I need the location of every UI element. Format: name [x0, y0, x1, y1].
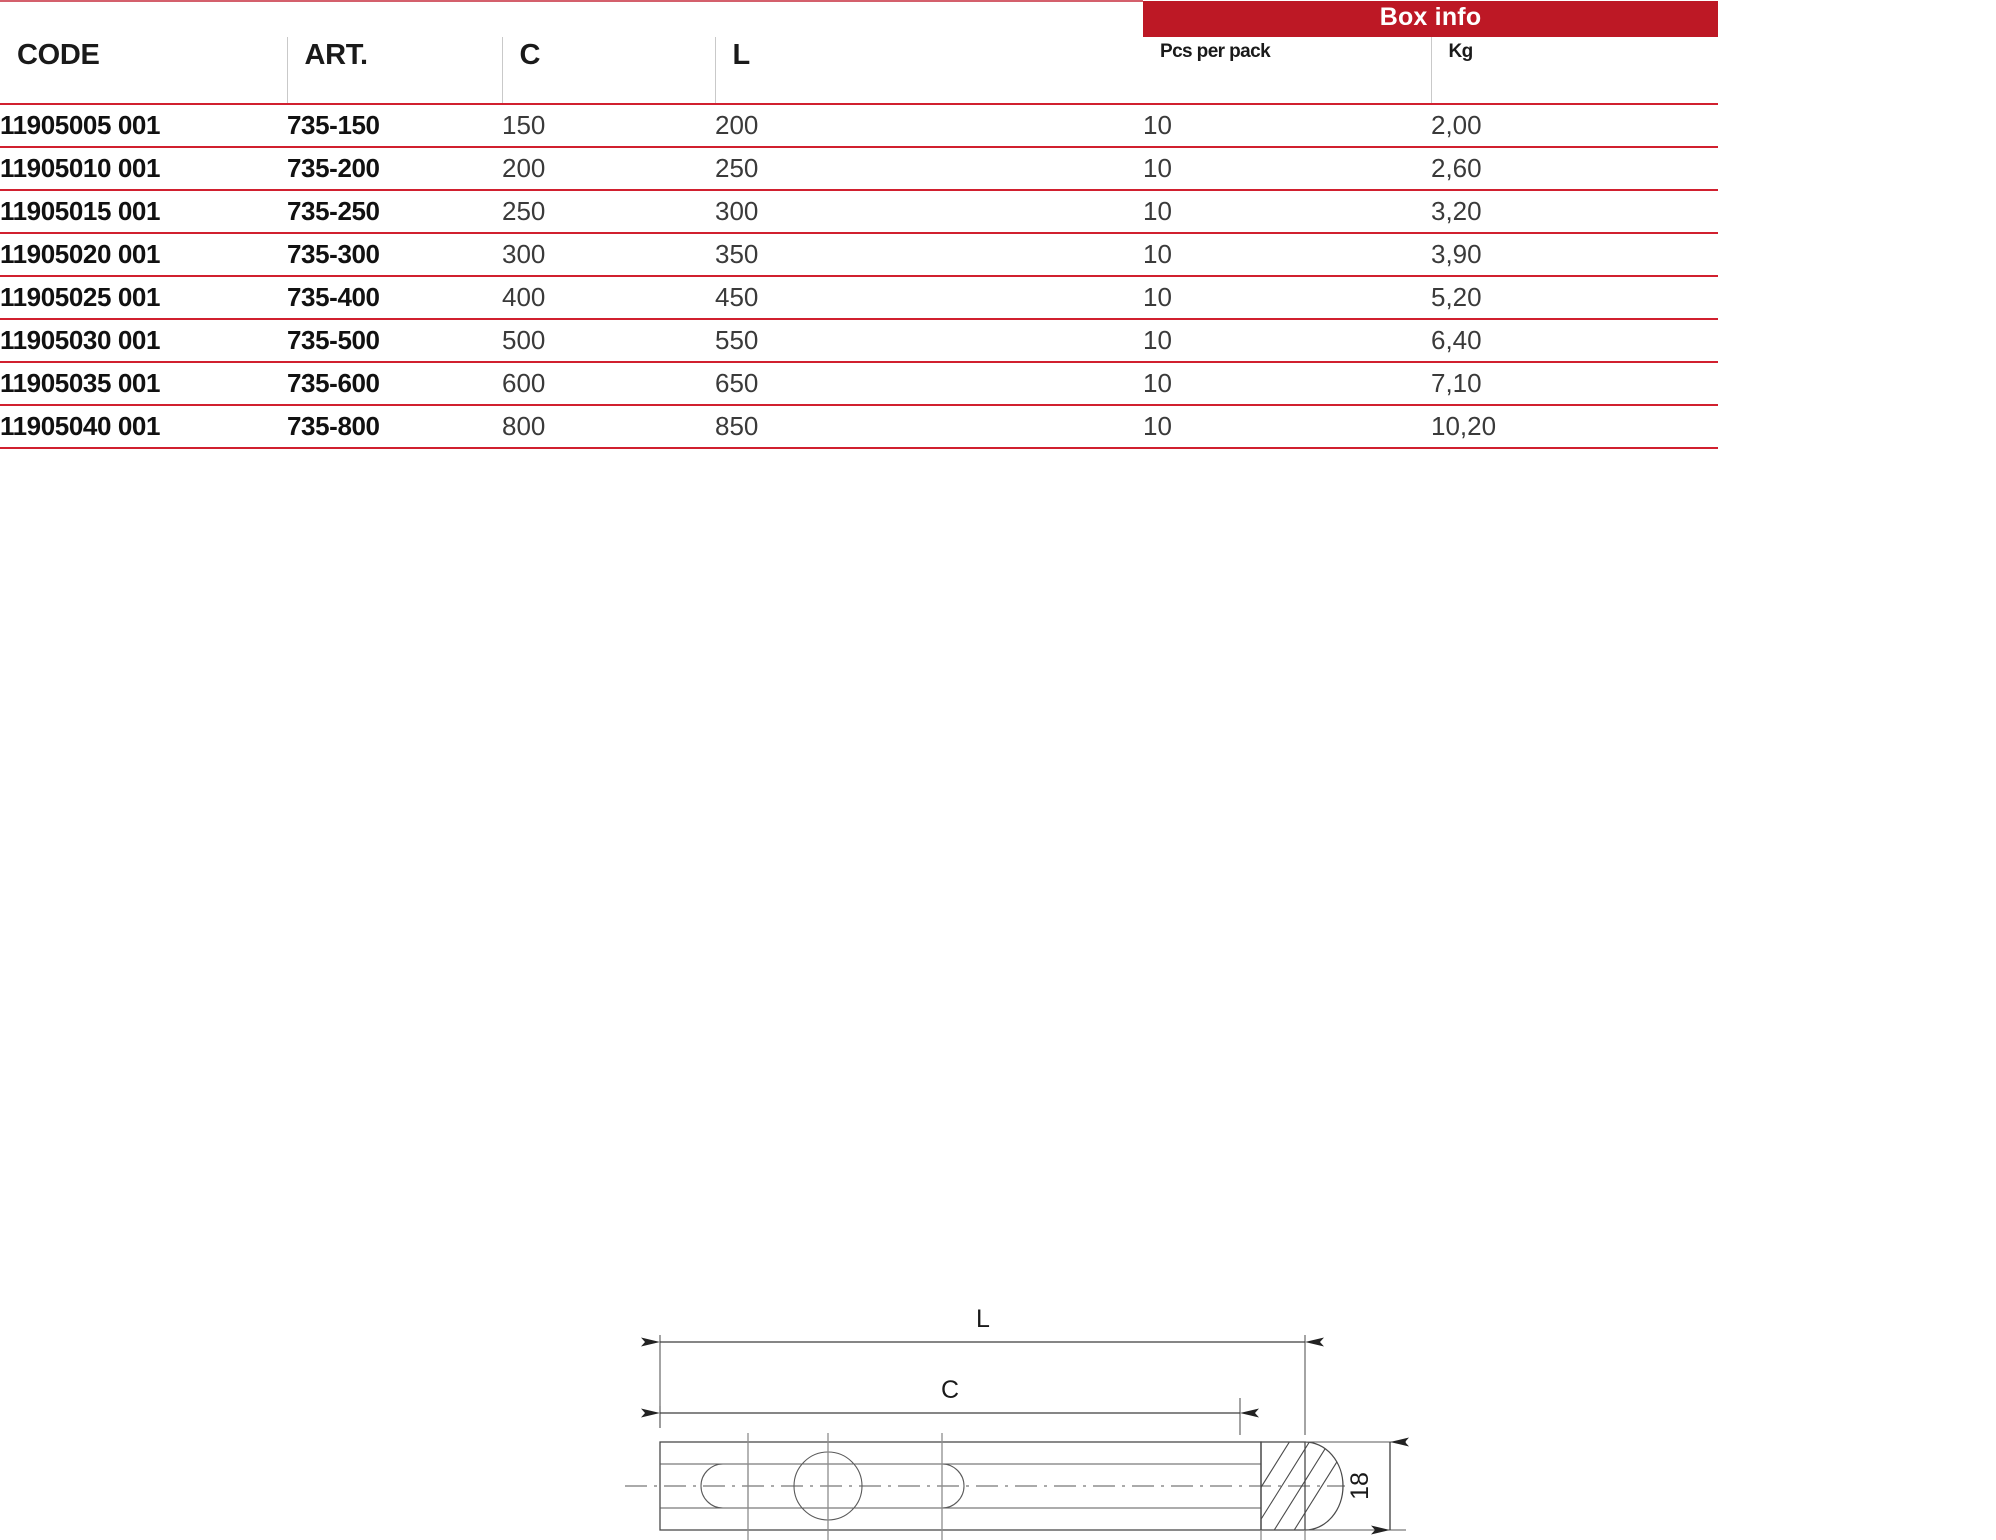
cell-code: 11905005 001 — [0, 104, 287, 147]
cell-art: 735-200 — [287, 147, 502, 190]
table-row — [0, 405, 1718, 448]
cell-l: 350 — [715, 233, 1143, 276]
cell-c: 150 — [502, 104, 715, 147]
cell-c: 600 — [502, 362, 715, 405]
cell-c: 300 — [502, 233, 715, 276]
cell-l: 300 — [715, 190, 1143, 233]
cell-l: 850 — [715, 405, 1143, 448]
cell-pcs: 10 — [1143, 190, 1431, 233]
header-cell-kg — [1431, 37, 1718, 77]
cell-c: 250 — [502, 190, 715, 233]
cell-c: 500 — [502, 319, 715, 362]
cell-pcs: 10 — [1143, 104, 1431, 147]
column-header-l: L — [732, 39, 750, 71]
cell-art: 735-150 — [287, 104, 502, 147]
table-row — [0, 319, 1718, 362]
header-cell-c — [502, 37, 715, 77]
table-row — [0, 147, 1718, 190]
cell-art: 735-500 — [287, 319, 502, 362]
cell-kg: 2,60 — [1431, 147, 1718, 190]
group-header-blank — [0, 1, 287, 37]
cell-c: 400 — [502, 276, 715, 319]
cell-art: 735-800 — [287, 405, 502, 448]
header-cell-pcs — [1143, 37, 1431, 77]
table-row — [0, 276, 1718, 319]
cell-code: 11905015 001 — [0, 190, 287, 233]
cell-pcs: 10 — [1143, 319, 1431, 362]
group-header-blank — [502, 1, 715, 37]
drawing-canvas — [0, 530, 1996, 1540]
cell-code: 11905010 001 — [0, 147, 287, 190]
cell-c: 200 — [502, 147, 715, 190]
cell-art: 735-400 — [287, 276, 502, 319]
technical-drawings — [0, 530, 1996, 1540]
column-header-pcs-per-pack: Pcs per pack — [1160, 41, 1271, 62]
bolt-side-view — [625, 1305, 1406, 1540]
cell-kg: 5,20 — [1431, 276, 1718, 319]
cell-art: 735-600 — [287, 362, 502, 405]
table-row — [0, 362, 1718, 405]
product-table — [0, 0, 1718, 449]
cell-code: 11905030 001 — [0, 319, 287, 362]
header-cell-code — [0, 37, 287, 77]
table-row — [0, 104, 1718, 147]
cell-l: 450 — [715, 276, 1143, 319]
cell-l: 650 — [715, 362, 1143, 405]
dim-label-18: 18 — [1346, 1472, 1374, 1500]
cell-pcs: 10 — [1143, 405, 1431, 448]
cell-code: 11905020 001 — [0, 233, 287, 276]
column-header-art: ART. — [304, 39, 368, 71]
specification-table — [0, 0, 1718, 498]
cell-kg: 3,20 — [1431, 190, 1718, 233]
cell-kg: 2,00 — [1431, 104, 1718, 147]
cell-art: 735-250 — [287, 190, 502, 233]
cell-code: 11905035 001 — [0, 362, 287, 405]
cell-c: 800 — [502, 405, 715, 448]
cell-pcs: 10 — [1143, 233, 1431, 276]
header-spacer-row — [0, 77, 1718, 104]
table-row — [0, 233, 1718, 276]
group-header-blank — [715, 1, 1143, 37]
table-header-row — [0, 37, 1718, 77]
table-row — [0, 190, 1718, 233]
column-header-c: C — [519, 39, 541, 71]
cell-code: 11905025 001 — [0, 276, 287, 319]
cell-kg: 3,90 — [1431, 233, 1718, 276]
column-header-kg: Kg — [1448, 41, 1473, 62]
table-bottom-rule — [0, 448, 1718, 449]
cell-art: 735-300 — [287, 233, 502, 276]
table-group-header-row — [0, 1, 1718, 37]
cell-kg: 7,10 — [1431, 362, 1718, 405]
dim-label-L: L — [976, 1305, 990, 1333]
cell-l: 550 — [715, 319, 1143, 362]
cell-pcs: 10 — [1143, 147, 1431, 190]
header-cell-l — [715, 37, 1143, 77]
group-header-blank — [287, 1, 502, 37]
dim-label-C: C — [940, 1376, 960, 1404]
cell-code: 11905040 001 — [0, 405, 287, 448]
cell-pcs: 10 — [1143, 362, 1431, 405]
column-header-code: CODE — [17, 39, 100, 71]
cell-l: 200 — [715, 104, 1143, 147]
cell-kg: 6,40 — [1431, 319, 1718, 362]
cell-kg: 10,20 — [1431, 405, 1718, 448]
header-cell-art — [287, 37, 502, 77]
cell-pcs: 10 — [1143, 276, 1431, 319]
cell-l: 250 — [715, 147, 1143, 190]
box-info-group-header: Box info — [1143, 1, 1718, 37]
